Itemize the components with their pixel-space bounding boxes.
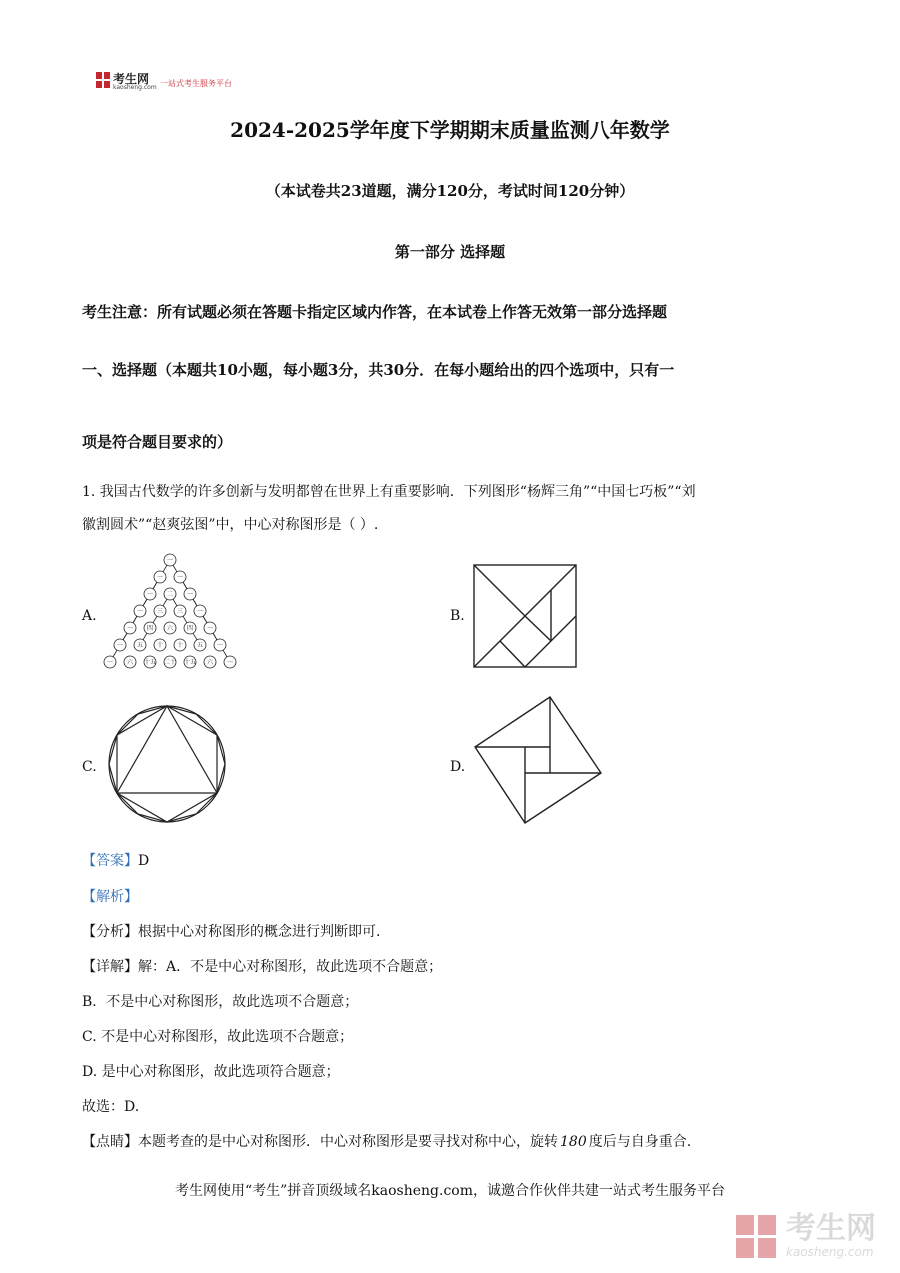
triangle-cell: 一 <box>196 608 204 615</box>
triangle-cell: 五 <box>136 642 144 649</box>
fenxi-text: 根据中心对称图形的概念进行判断即可. <box>138 924 381 940</box>
fenxi-line <box>82 921 380 941</box>
yanghui-triangle-figure <box>100 552 270 670</box>
triangle-cell: 十五 <box>183 659 197 666</box>
triangle-cell: 一 <box>226 659 234 666</box>
option-a-label: A. <box>82 608 97 624</box>
dianjing-text-1: 本题考查的是中心对称图形．中心对称图形是要寻找对称中心，旋转 <box>138 1134 558 1150</box>
triangle-cell: 一 <box>136 608 144 615</box>
answer-line <box>82 850 149 870</box>
triangle-cell: 一 <box>106 659 114 666</box>
logo-icon <box>96 72 110 88</box>
notice: 考生注意：所有试题必须在答题卡指定区域内作答，在本试卷上作答无效第一部分选择题 <box>82 303 668 321</box>
answer-value: D <box>138 853 150 869</box>
xiangjie-line <box>82 956 442 976</box>
part-heading: 第一部分 选择题 <box>394 243 506 261</box>
triangle-cell: 六 <box>166 625 174 632</box>
triangle-cell: 一 <box>116 642 124 649</box>
question-line2: 徽割圆术”“赵爽弦图”中，中心对称图形是（ ）. <box>82 517 379 533</box>
triangle-cell: 一 <box>176 574 184 581</box>
analysis-tag: 【解析】 <box>82 889 138 905</box>
triangle-cell: 四 <box>186 625 194 632</box>
triangle-cell: 三 <box>156 608 164 615</box>
option-c-label: C. <box>82 759 97 775</box>
triangle-cell: 一 <box>146 591 154 598</box>
triangle-cell: 一 <box>166 557 174 564</box>
page-title: 2024-2025学年度下学期期末质量监测八年数学 <box>230 118 670 142</box>
logo-name: 考生网 <box>113 72 150 86</box>
xiangjie-text: 解：A．不是中心对称图形，故此选项不合题意； <box>138 959 443 975</box>
logo-url: kaosheng.com <box>113 84 157 91</box>
question-line1: 1. 我国古代数学的许多创新与发明都曾在世界上有重要影响．下列图形“杨辉三角”“中国七巧板”“刘 <box>82 484 696 500</box>
watermark-name: 考生网 <box>786 1211 876 1246</box>
triangle-cell: 五 <box>196 642 204 649</box>
triangle-cell: 一 <box>126 625 134 632</box>
watermark-url: kaosheng.com <box>786 1245 874 1259</box>
triangle-cell: 一 <box>206 625 214 632</box>
triangle-cell: 十 <box>176 642 184 649</box>
fenxi-tag: 【分析】 <box>82 924 138 940</box>
conclusion: 故选：D. <box>82 1099 140 1115</box>
triangle-cell: 六 <box>126 659 134 666</box>
triangle-cell: 十 <box>156 642 164 649</box>
triangle-cell: 二 <box>166 591 174 598</box>
dianjing-tag: 【点睛】 <box>82 1134 138 1150</box>
explain-c: C. 不是中心对称图形，故此选项不合题意； <box>82 1029 354 1045</box>
triangle-cell: 一 <box>216 642 224 649</box>
watermark <box>734 1213 876 1259</box>
triangle-cell: 三 <box>176 608 184 615</box>
triangle-cell: 六 <box>206 659 214 666</box>
dianjing-number: 180 <box>560 1134 587 1150</box>
section-heading-line1: 一、选择题（本题共10小题，每小题3分，共30分．在每小题给出的四个选项中，只有一 <box>82 361 675 379</box>
option-b-label: B. <box>450 608 465 624</box>
xiangjie-tag: 【详解】 <box>82 959 138 975</box>
answer-tag: 【答案】 <box>82 853 138 869</box>
triangle-cell: 十五 <box>143 659 157 666</box>
tangram-figure <box>472 563 578 669</box>
triangle-cell: 四 <box>146 625 154 632</box>
liuhui-circle-figure <box>106 702 228 826</box>
dianjing-line <box>82 1131 691 1151</box>
dianjing-text-2: 度后与自身重合. <box>588 1134 692 1150</box>
triangle-cell: 二十 <box>163 659 177 666</box>
watermark-logo-icon <box>734 1213 780 1259</box>
logo-slogan: 一站式考生服务平台 <box>160 79 232 88</box>
triangle-cell: 一 <box>186 591 194 598</box>
exam-info: （本试卷共23道题，满分120分，考试时间120分钟） <box>265 182 635 200</box>
option-d-label: D. <box>450 759 466 775</box>
section-heading-line2: 项是符合题目要求的） <box>82 433 233 451</box>
triangle-cell: 一 <box>156 574 164 581</box>
footer-text: 考生网使用“考生”拼音顶级域名kaosheng.com，诚邀合作伙伴共建一站式考生服务平台 <box>174 1183 726 1199</box>
explain-b: B．不是中心对称图形，故此选项不合题意； <box>82 994 359 1010</box>
zhaoshuang-diagram-figure <box>472 694 604 826</box>
explain-d: D. 是中心对称图形，故此选项符合题意； <box>82 1064 340 1080</box>
